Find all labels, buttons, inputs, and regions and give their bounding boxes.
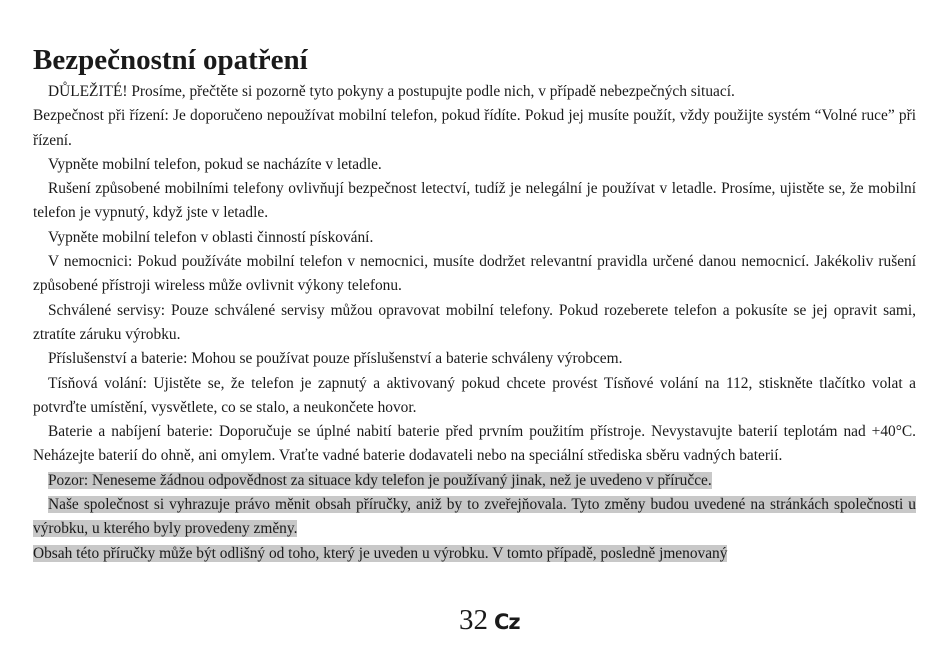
manual-page [33, 40, 916, 566]
paragraph-liability [33, 469, 916, 493]
section-title: Bezpečnostní opatření [33, 44, 308, 76]
paragraph-important [33, 80, 916, 104]
paragraph-text: Příslušenství a baterie: Mohou se používat pouze příslušenství a baterie schváleny výrobcem. [48, 350, 623, 368]
paragraph-text: Rušení způsobené mobilními telefony ovlivňují bezpečnost letectví, tudíž je nelegální je používat v letadle. Prosíme, ujistěte se, že mobilní telefon je vypnutý, když jste v letadle. [33, 180, 916, 222]
paragraph-content-changes [33, 493, 916, 542]
page-number: 32 [459, 604, 488, 636]
language-code: Cz [494, 610, 520, 634]
paragraph-text: Bezpečnost při řízení: Je doporučeno nepoužívat mobilní telefon, pokud řídíte. Pokud jej musíte použít, vždy použijte systém “Volné ruce” při řízení. [33, 107, 916, 149]
paragraph-text: DŮLEŽITÉ! Prosíme, přečtěte si pozorně tyto pokyny a postupujte podle nich, v případě nebezpečných situací. [48, 83, 735, 100]
highlighted-text: Naše společnost si vyhrazuje právo měnit obsah příručky, aniž by to zveřejňovala. Tyto změny budou uvedené na stránkách společnosti u výrobku, u kterého byly provedeny změny. [33, 496, 916, 538]
paragraph-approved-service [33, 299, 916, 348]
paragraph-blasting-area [33, 226, 916, 250]
paragraph-aviation-interference [33, 177, 916, 226]
highlighted-text: Obsah této příručky může být odlišný od toho, který je uveden u výrobku. V tomto případě, posledně jmenovaný [33, 544, 728, 562]
paragraph-text: Tísňová volání: Ujistěte se, že telefon je zapnutý a aktivovaný pokud chcete provést Tísňové volání na 112, stiskněte tlačítko volat a potvrďte umístění, vysvětlete, co se stalo, a neukončete hovor. [33, 374, 916, 416]
page-footer [459, 604, 520, 637]
paragraph-airplane-off [33, 153, 916, 177]
highlighted-text: Pozor: Neneseme žádnou odpovědnost za situace kdy telefon je používaný jinak, než je uvedeno v příručce. [48, 471, 712, 489]
paragraph-text: V nemocnici: Pokud používáte mobilní telefon v nemocnici, musíte dodržet relevantní pravidla určené danou nemocnicí. Jakékoliv rušení způsobené přístroji wireless může ovlivnit výkony telefonu. [33, 253, 916, 295]
paragraph-text: Vypněte mobilní telefon, pokud se nacházíte v letadle. [48, 155, 382, 173]
paragraph-emergency-calls [33, 372, 916, 421]
paragraph-text: Baterie a nabíjení baterie: Doporučuje se úplné nabití baterie před prvním použitím přístroje. Nevystavujte baterií teplotám nad +40°C. Neházejte baterií do ohně, ani omylem. Vraťte vadné baterie dodavateli nebo na speciální střediska sběru vadných baterií. [33, 423, 916, 465]
paragraph-hospital [33, 250, 916, 299]
paragraph-accessories [33, 347, 916, 371]
paragraph-driving-safety [33, 104, 916, 153]
paragraph-text: Schválené servisy: Pouze schválené servisy můžou opravovat mobilní telefony. Pokud rozeberete telefon a pokusíte se jej opravit sami, ztratíte záruku výrobku. [33, 301, 916, 343]
paragraph-text: Vypněte mobilní telefon v oblasti činností pískování. [48, 228, 374, 246]
paragraph-battery-charging [33, 420, 916, 469]
paragraph-manual-differences [33, 542, 916, 566]
